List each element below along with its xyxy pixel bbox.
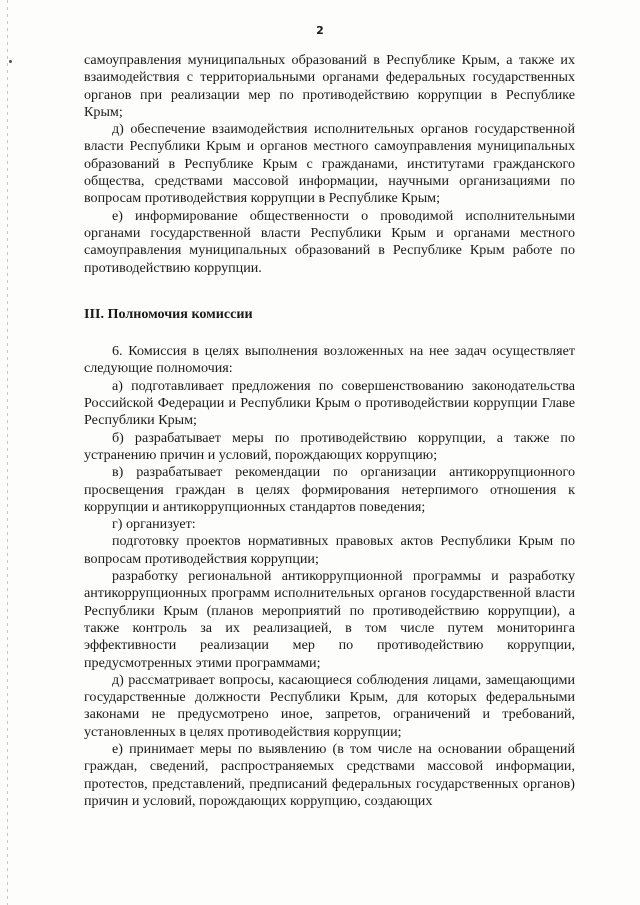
paragraph: е) принимает меры по выявлению (в том числе на основании обращений граждан, сведений, распространяемых средствами массовой информации, протестов, представлений, предписаний федеральных государственных органов) причин и условий, порождающих коррупцию, создающих bbox=[84, 740, 575, 809]
paragraph: в) разрабатывает рекомендации по организации антикоррупционного просвещения граждан в целях формирования нетерпимого отношения к коррупции и антикоррупционных стандартов поведения; bbox=[84, 464, 575, 515]
scan-binding-edge bbox=[7, 0, 8, 905]
paragraph: 6. Комиссия в целях выполнения возложенных на нее задач осуществляет следующие полномочия: bbox=[84, 343, 575, 377]
paragraph: г) организует: bbox=[112, 516, 196, 533]
paragraph: е) информирование общественности о проводимой исполнительными органами государственной власти Республики Крым и органами местного самоуправления муниципальных образований в Республике Крым работе по противодействию коррупции. bbox=[84, 207, 575, 276]
paragraph: д) рассматривает вопросы, касающиеся соблюдения лицами, замещающими государственные должности Республики Крым, для которых федеральными законами не предусмотрено иное, запретов, ограничений и требований, установленных в целях противодействия коррупции; bbox=[84, 671, 575, 740]
section-heading: III. Полномочия комиссии bbox=[84, 305, 253, 322]
paragraphs-before-section bbox=[84, 52, 575, 277]
paragraphs-after-section bbox=[84, 343, 575, 810]
document-body bbox=[84, 52, 575, 810]
scan-artifact-dot bbox=[9, 60, 12, 63]
paragraph: разработку региональной антикоррупционной программы и разработку антикоррупционных программ исполнительных органов государственной власти Республики Крым (планов мероприятий по противодействию коррупции), а также контроль за их реализацией, в том числе путем мониторинга эффективности реализации мер по противодействию коррупции, предусмотренных этими программами; bbox=[84, 568, 575, 671]
paragraph: б) разрабатывает меры по противодействию коррупции, а также по устранению причин и условий, порождающих коррупцию; bbox=[84, 429, 575, 463]
paragraph: подготовку проектов нормативных правовых актов Республики Крым по вопросам противодействия коррупции; bbox=[84, 533, 575, 567]
paragraph: д) обеспечение взаимодействия исполнительных органов государственной власти Республики Крым и органов местного самоуправления муниципальных образований в Республике Крым с гражданами, институтами гражданского общества, средствами массовой информации, научными организациями по вопросам противодействия коррупции в Республике Крым; bbox=[84, 121, 575, 207]
paragraph: самоуправления муниципальных образований в Республике Крым, а также их взаимодействия с территориальными органами федеральных государственных органов при реализации мер по противодействию коррупции в Республике Крым; bbox=[84, 52, 575, 120]
paragraph: а) подготавливает предложения по совершенствованию законодательства Российской Федерации и Республики Крым о противодействии коррупции Главе Республики Крым; bbox=[84, 377, 575, 429]
page-number: 2 bbox=[316, 24, 324, 37]
